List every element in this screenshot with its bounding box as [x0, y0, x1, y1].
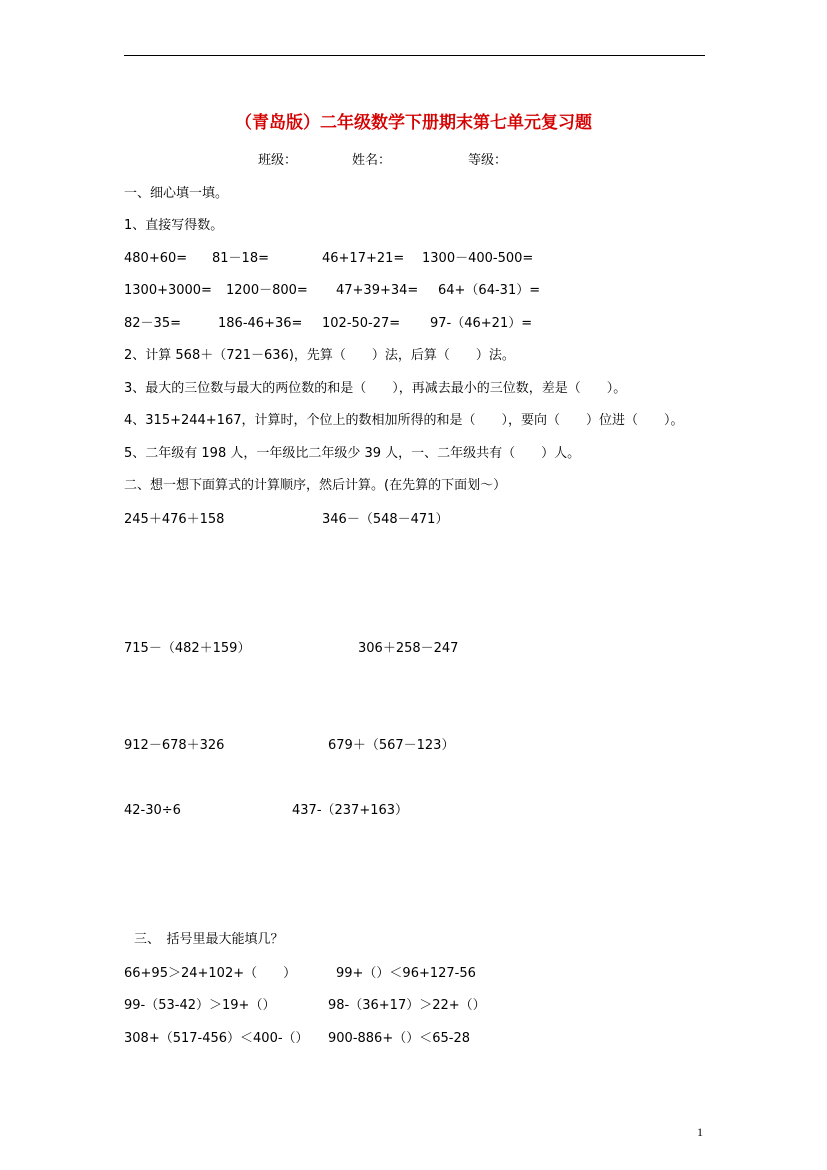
- inequality-item: 308+（517-456）＜400-（）: [124, 1031, 309, 1046]
- calc-item: 82－35=: [124, 316, 181, 331]
- section3-heading: 三、 括号里最大能填几？: [134, 932, 284, 947]
- class-label: 班级：: [258, 153, 298, 168]
- grade-label: 等级：: [468, 153, 508, 168]
- calc-item: 1200－800=: [226, 283, 308, 298]
- question-4: 4、315+244+167，计算时，个位上的数相加所得的和是（ ），要向（ ）位进（ ）。: [124, 413, 684, 428]
- order-expression: 42-30÷6: [124, 803, 181, 818]
- section1-heading: 一、细心填一填。: [124, 186, 229, 201]
- calc-item: 186-46+36=: [218, 316, 303, 331]
- order-expression: 679＋（567－123）: [328, 738, 455, 753]
- order-expression: 306＋258－247: [358, 641, 459, 656]
- inequality-item: 900-886+（）＜65-28: [328, 1031, 470, 1046]
- calc-item: 480+60=: [124, 251, 188, 266]
- calc-item: 97-（46+21）=: [430, 316, 533, 331]
- section2-heading: 二、想一想下面算式的计算顺序，然后计算。(在先算的下面划～）: [124, 478, 507, 493]
- header-rule: [124, 55, 705, 56]
- question-1-label: 1、直接写得数。: [124, 218, 224, 233]
- order-expression: 912－678＋326: [124, 738, 225, 753]
- order-expression: 245＋476＋158: [124, 512, 225, 527]
- calc-item: 1300－400-500=: [422, 251, 534, 266]
- question-2: 2、计算 568＋（721－636)，先算（ ）法，后算（ ）法。: [124, 348, 515, 363]
- calc-item: 46+17+21=: [322, 251, 405, 266]
- inequality-item: 99+（）＜96+127-56: [336, 966, 476, 981]
- calc-item: 102-50-27=: [322, 316, 401, 331]
- order-expression: 346－（548－471）: [322, 512, 449, 527]
- order-expression: 437-（237+163）: [292, 803, 409, 818]
- inequality-item: 66+95＞24+102+（ ）: [124, 966, 297, 981]
- order-expression: 715－（482＋159）: [124, 641, 251, 656]
- calc-item: 81－18=: [212, 251, 269, 266]
- calc-item: 64+（64-31）=: [438, 283, 541, 298]
- inequality-item: 99-（53-42）＞19+（）: [124, 998, 276, 1013]
- page-title: （青岛版）二年级数学下册期末第七单元复习题: [235, 113, 592, 133]
- calc-item: 1300+3000=: [124, 283, 212, 298]
- name-label: 姓名：: [352, 153, 392, 168]
- question-3: 3、最大的三位数与最大的两位数的和是（ ），再减去最小的三位数，差是（ ）。: [124, 381, 627, 396]
- inequality-item: 98-（36+17）＞22+（）: [328, 998, 486, 1013]
- page-number: 1: [697, 1125, 703, 1139]
- calc-item: 47+39+34=: [336, 283, 419, 298]
- question-5: 5、二年级有 198 人，一年级比二年级少 39 人，一、二年级共有（ ）人。: [124, 446, 581, 461]
